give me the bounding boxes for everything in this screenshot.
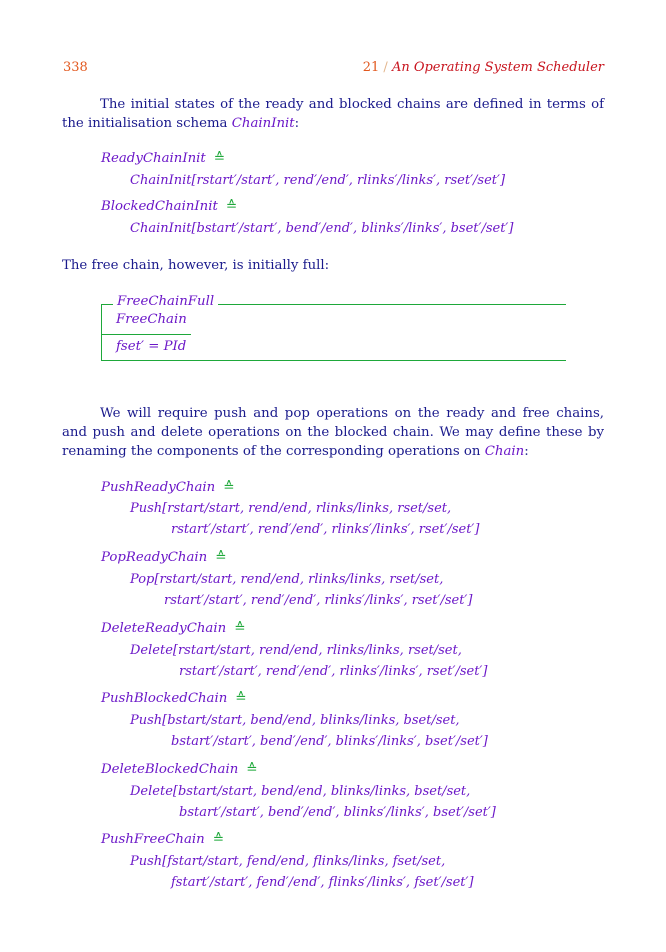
def-name-text: DeleteBlockedChain <box>101 762 239 777</box>
schema-declaration: FreeChain <box>116 312 187 327</box>
def-name-text: PushBlockedChain <box>101 691 228 706</box>
defined-as-symbol: ≙ <box>215 550 227 565</box>
intro-paragraph <box>62 95 604 133</box>
intro-end: : <box>294 116 300 131</box>
schema-predicate: fset′ = PId <box>116 339 187 354</box>
schema-box <box>101 294 566 361</box>
def-body-line: bstart′/start′, bend′/end′, blinks′/links′, bset′/set′] <box>179 805 496 820</box>
def-body-line: Push[rstart/start, rend/end, rlinks/links, rset/set, <box>130 501 452 516</box>
def-name <box>101 480 234 495</box>
chapter-number: 21 <box>362 60 380 75</box>
defined-as-symbol: ≙ <box>234 621 246 636</box>
chapter-title: An Operating System Scheduler <box>391 60 604 75</box>
defined-as-symbol: ≙ <box>223 480 235 495</box>
def-body-line: bstart′/start′, bend′/end′, blinks′/links′, bset′/set′] <box>171 734 488 749</box>
def-name-text: PushReadyChain <box>101 480 216 495</box>
schema-title: FreeChainFull <box>113 294 218 310</box>
def-name-text: PopReadyChain <box>101 550 208 565</box>
def-name <box>101 762 257 777</box>
schema-left-rule <box>101 304 102 361</box>
running-head-separator: / <box>383 60 388 75</box>
defined-as-symbol: ≙ <box>246 762 258 777</box>
operations-end: : <box>524 444 529 459</box>
defined-as-symbol: ≙ <box>225 199 237 214</box>
def-body-line: rstart′/start′, rend′/end′, rlinks′/links′, rset′/set′] <box>179 664 488 679</box>
running-head <box>363 60 604 75</box>
page-number: 338 <box>63 60 88 75</box>
def-name-text: PushFreeChain <box>101 832 205 847</box>
def-body-line: Pop[rstart/start, rend/end, rlinks/links, rset/set, <box>130 572 444 587</box>
schema-bottom-rule <box>101 360 566 361</box>
def-name-text: DeleteReadyChain <box>101 621 227 636</box>
def-name <box>101 832 224 847</box>
def-body-line: rstart′/start′, rend′/end′, rlinks′/links′, rset′/set′] <box>171 522 480 537</box>
def-name <box>101 621 245 636</box>
free-chain-paragraph: The free chain, however, is initially full: <box>62 258 330 273</box>
def-name <box>101 550 226 565</box>
def-body-line: ChainInit[rstart′/start′, rend′/end′, rlinks′/links′, rset′/set′] <box>130 173 506 188</box>
operations-paragraph <box>62 404 604 461</box>
def-name-text: ReadyChainInit <box>101 151 206 166</box>
schema-divider <box>101 334 191 335</box>
def-body-line: Push[bstart/start, bend/end, blinks/links, bset/set, <box>130 713 460 728</box>
intro-term: ChainInit <box>231 116 295 131</box>
operations-term: Chain <box>484 444 525 459</box>
def-body-line: Delete[rstart/start, rend/end, rlinks/links, rset/set, <box>130 643 462 658</box>
def-name <box>101 199 237 214</box>
def-body-line: rstart′/start′, rend′/end′, rlinks′/links′, rset′/set′] <box>164 593 473 608</box>
defined-as-symbol: ≙ <box>212 832 224 847</box>
intro-text: The initial states of the ready and blocked chains are defined in terms of the initialisation schema <box>62 97 604 131</box>
defined-as-symbol: ≙ <box>213 151 225 166</box>
def-body-line: Delete[bstart/start, bend/end, blinks/links, bset/set, <box>130 784 471 799</box>
def-body-line: fstart′/start′, fend′/end′, flinks′/links′, fset′/set′] <box>171 875 474 890</box>
def-body-line: Push[fstart/start, fend/end, flinks/links, fset/set, <box>130 854 446 869</box>
operations-text: We will require push and pop operations on the ready and free chains, and push and delete operations on the blocked chain. We may define these by renaming the components of the corresponding operations on <box>62 406 604 459</box>
def-name-text: BlockedChainInit <box>101 199 218 214</box>
def-body-line: ChainInit[bstart′/start′, bend′/end′, blinks′/links′, bset′/set′] <box>130 221 514 236</box>
def-name <box>101 691 246 706</box>
def-name <box>101 151 225 166</box>
defined-as-symbol: ≙ <box>235 691 247 706</box>
